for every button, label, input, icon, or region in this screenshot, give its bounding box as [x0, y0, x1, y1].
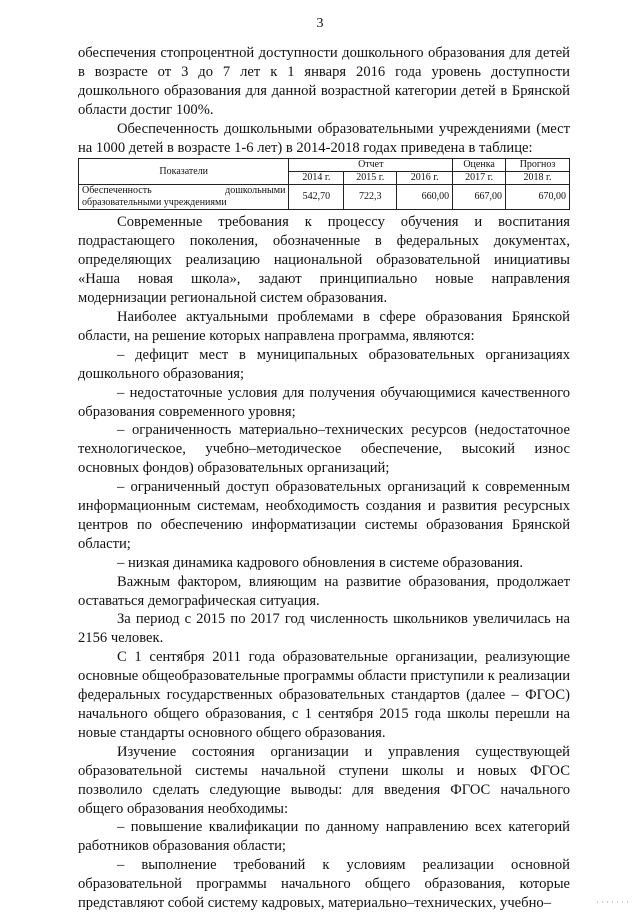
- paragraph: Современные требования к процессу обучения и воспитания подрастающего поколения, обозначенные в федеральных документах, определяющих реализацию национальной образовательной инициативы «Наша новая школа», задают принципиально новые направления модернизации региональной систем образования.: [78, 214, 570, 307]
- table-cell: 542,70: [289, 185, 344, 210]
- paragraph: Важным фактором, влияющим на развитие образования, продолжает оставаться демографическая ситуация.: [78, 573, 570, 609]
- table-cell: 660,00: [397, 185, 453, 210]
- paragraph: Изучение состояния организации и управления существующей образовательной системы начальной ступени школы и новых ФГОС позволило сделать следующие выводы: для введения ФГОС начального общего образования необходимы:: [78, 743, 570, 817]
- page-number: 3: [316, 16, 324, 31]
- scan-mark: ·······: [596, 897, 631, 907]
- list-item: – низкая динамика кадрового обновления в системе образования.: [117, 554, 524, 571]
- list-item: – повышение квалификации по данному направлению всех категорий работников образования области;: [78, 819, 570, 855]
- table-cell: 722,3: [344, 185, 397, 210]
- table-row: [79, 185, 570, 210]
- list-item: – ограниченность материально–технических ресурсов (недостаточное технологическое, учебно–методическое обеспечение, высокий износ основных фондов) образовательных организаций;: [78, 422, 570, 477]
- table-year: 2016 г.: [397, 172, 453, 185]
- table-row-label: Обеспеченность дошкольными образовательными учреждениями: [79, 185, 289, 210]
- paragraph: обеспечения стопроцентной доступности дошкольного образования для детей в возрасте от 3 до 7 лет к 1 января 2016 года уровень доступности дошкольного образования для данной возрастной категории детей в Брянской области достиг 100%.: [78, 45, 570, 118]
- table-header-row: [79, 159, 570, 172]
- table-header-indicator: Показатели: [79, 159, 289, 185]
- provision-table: [78, 158, 570, 210]
- table-year: 2017 г.: [453, 172, 506, 185]
- table-cell: 667,00: [453, 185, 506, 210]
- table-year: 2014 г.: [289, 172, 344, 185]
- paragraph: С 1 сентября 2011 года образовательные организации, реализующие основные общеобразовательные программы области приступили к реализации федеральных государственных образовательных стандартов (далее – ФГОС) начального общего образования, с 1 сентября 2015 года школы перешли на новые стандарты основного общего образования.: [78, 649, 570, 741]
- paragraph: Обеспеченность дошкольными образовательными учреждениями (мест на 1000 детей в возрасте 1-6 лет) в 2014-2018 годах приведена в таблице:: [78, 120, 570, 156]
- paragraph: За период с 2015 по 2017 год численность школьников увеличилась на 2156 человек.: [78, 611, 570, 647]
- list-item: – недостаточные условия для получения обучающимися качественного образования современного уровня;: [78, 384, 570, 420]
- document-body: [78, 44, 570, 913]
- paragraph: Наиболее актуальными проблемами в сфере образования Брянской области, на решение которых направлена программа, являются:: [78, 308, 570, 344]
- table-header-forecast: Прогноз: [506, 159, 570, 172]
- list-item: – ограниченный доступ образовательных организаций к современным информационным системам, необходимость создания и развития ресурсных центров по обеспечению информатизации системы образования Брянской области;: [78, 479, 570, 552]
- table-header-report: Отчет: [289, 159, 453, 172]
- table-header-estimate: Оценка: [453, 159, 506, 172]
- table-year: 2015 г.: [344, 172, 397, 185]
- list-item: – выполнение требований к условиям реализации основной образовательной программы начального общего образования, которые представляют собой систему кадровых, материально–технических, учебно–: [78, 857, 570, 912]
- table-year: 2018 г.: [506, 172, 570, 185]
- table-cell: 670,00: [506, 185, 570, 210]
- list-item: – дефицит мест в муниципальных образовательных организациях дошкольного образования;: [78, 346, 570, 382]
